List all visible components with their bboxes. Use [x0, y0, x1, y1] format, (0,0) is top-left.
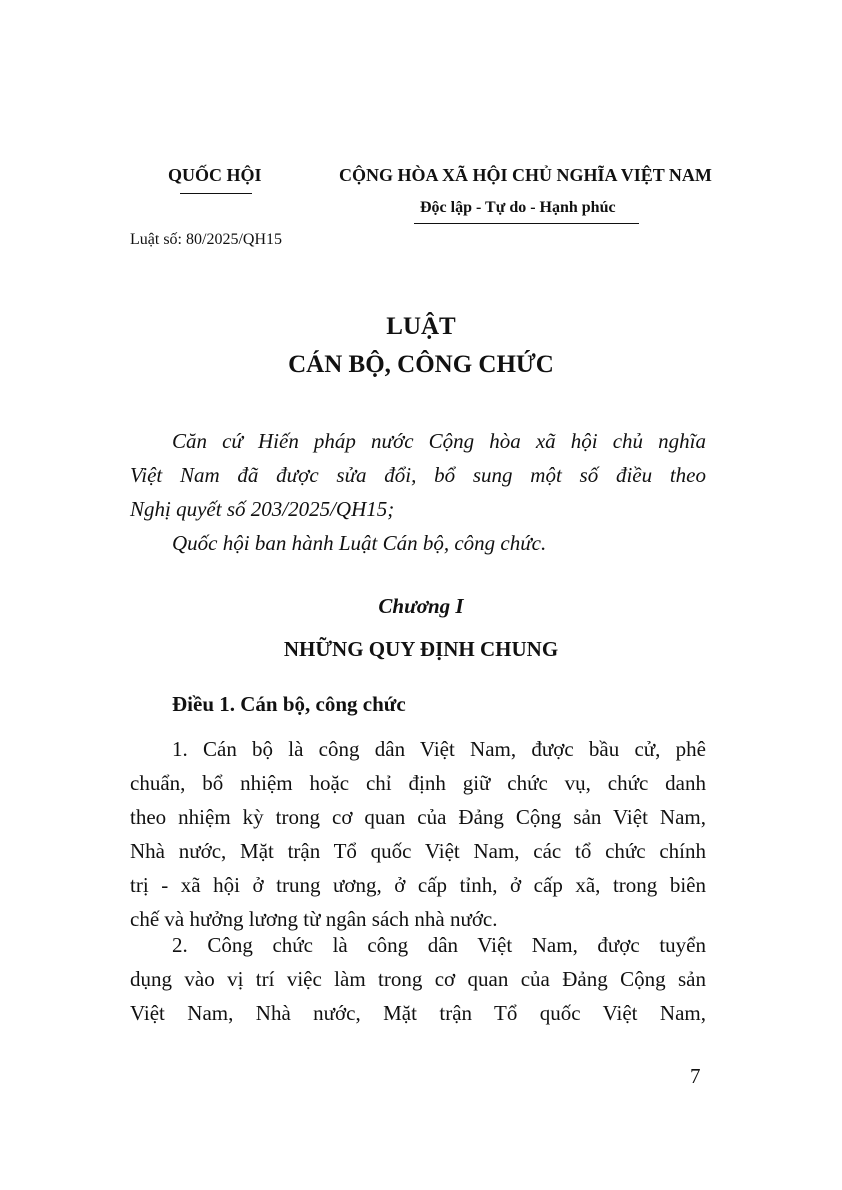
preamble-line: Nghị quyết số 203/2025/QH15;	[130, 497, 395, 521]
chapter-title: NHỮNG QUY ĐỊNH CHUNG	[283, 637, 559, 661]
issuing-organization: QUỐC HỘI	[168, 165, 262, 185]
organization-underline	[180, 193, 252, 194]
preamble-line: Quốc hội ban hành Luật Cán bộ, công chức.	[172, 531, 547, 555]
article-line: dụng vào vị trí việc làm trong cơ quan của Đảng Cộng sản	[130, 967, 706, 991]
article-line: trị - xã hội ở trung ương, ở cấp tỉnh, ở cấp xã, trong biên	[130, 873, 706, 897]
article-line: 2. Công chức là công dân Việt Nam, được tuyển	[172, 933, 706, 957]
motto-underline	[414, 223, 639, 224]
document-title: LUẬT	[386, 313, 456, 340]
page-number: 7	[690, 1064, 701, 1088]
chapter-label: Chương I	[378, 594, 464, 618]
preamble-line: Căn cứ Hiến pháp nước Cộng hòa xã hội chủ nghĩa	[172, 429, 706, 453]
preamble-line: Việt Nam đã được sửa đổi, bổ sung một số điều theo	[130, 463, 706, 487]
article-heading: Điều 1. Cán bộ, công chức	[172, 692, 406, 716]
article-line: 1. Cán bộ là công dân Việt Nam, được bầu cử, phê	[172, 737, 706, 761]
article-line: chuẩn, bổ nhiệm hoặc chỉ định giữ chức vụ, chức danh	[130, 771, 706, 795]
article-line: Việt Nam, Nhà nước, Mặt trận Tổ quốc Việt Nam,	[130, 1001, 706, 1025]
national-motto: Độc lập - Tự do - Hạnh phúc	[420, 199, 616, 216]
document-subtitle: CÁN BỘ, CÔNG CHỨC	[288, 351, 554, 378]
article-line: theo nhiệm kỳ trong cơ quan của Đảng Cộng sản Việt Nam,	[130, 805, 706, 829]
law-number: Luật số: 80/2025/QH15	[130, 231, 282, 248]
republic-name: CỘNG HÒA XÃ HỘI CHỦ NGHĨA VIỆT NAM	[339, 165, 712, 185]
article-line: Nhà nước, Mặt trận Tổ quốc Việt Nam, các tổ chức chính	[130, 839, 706, 863]
article-line: chế và hưởng lương từ ngân sách nhà nước.	[130, 907, 498, 931]
